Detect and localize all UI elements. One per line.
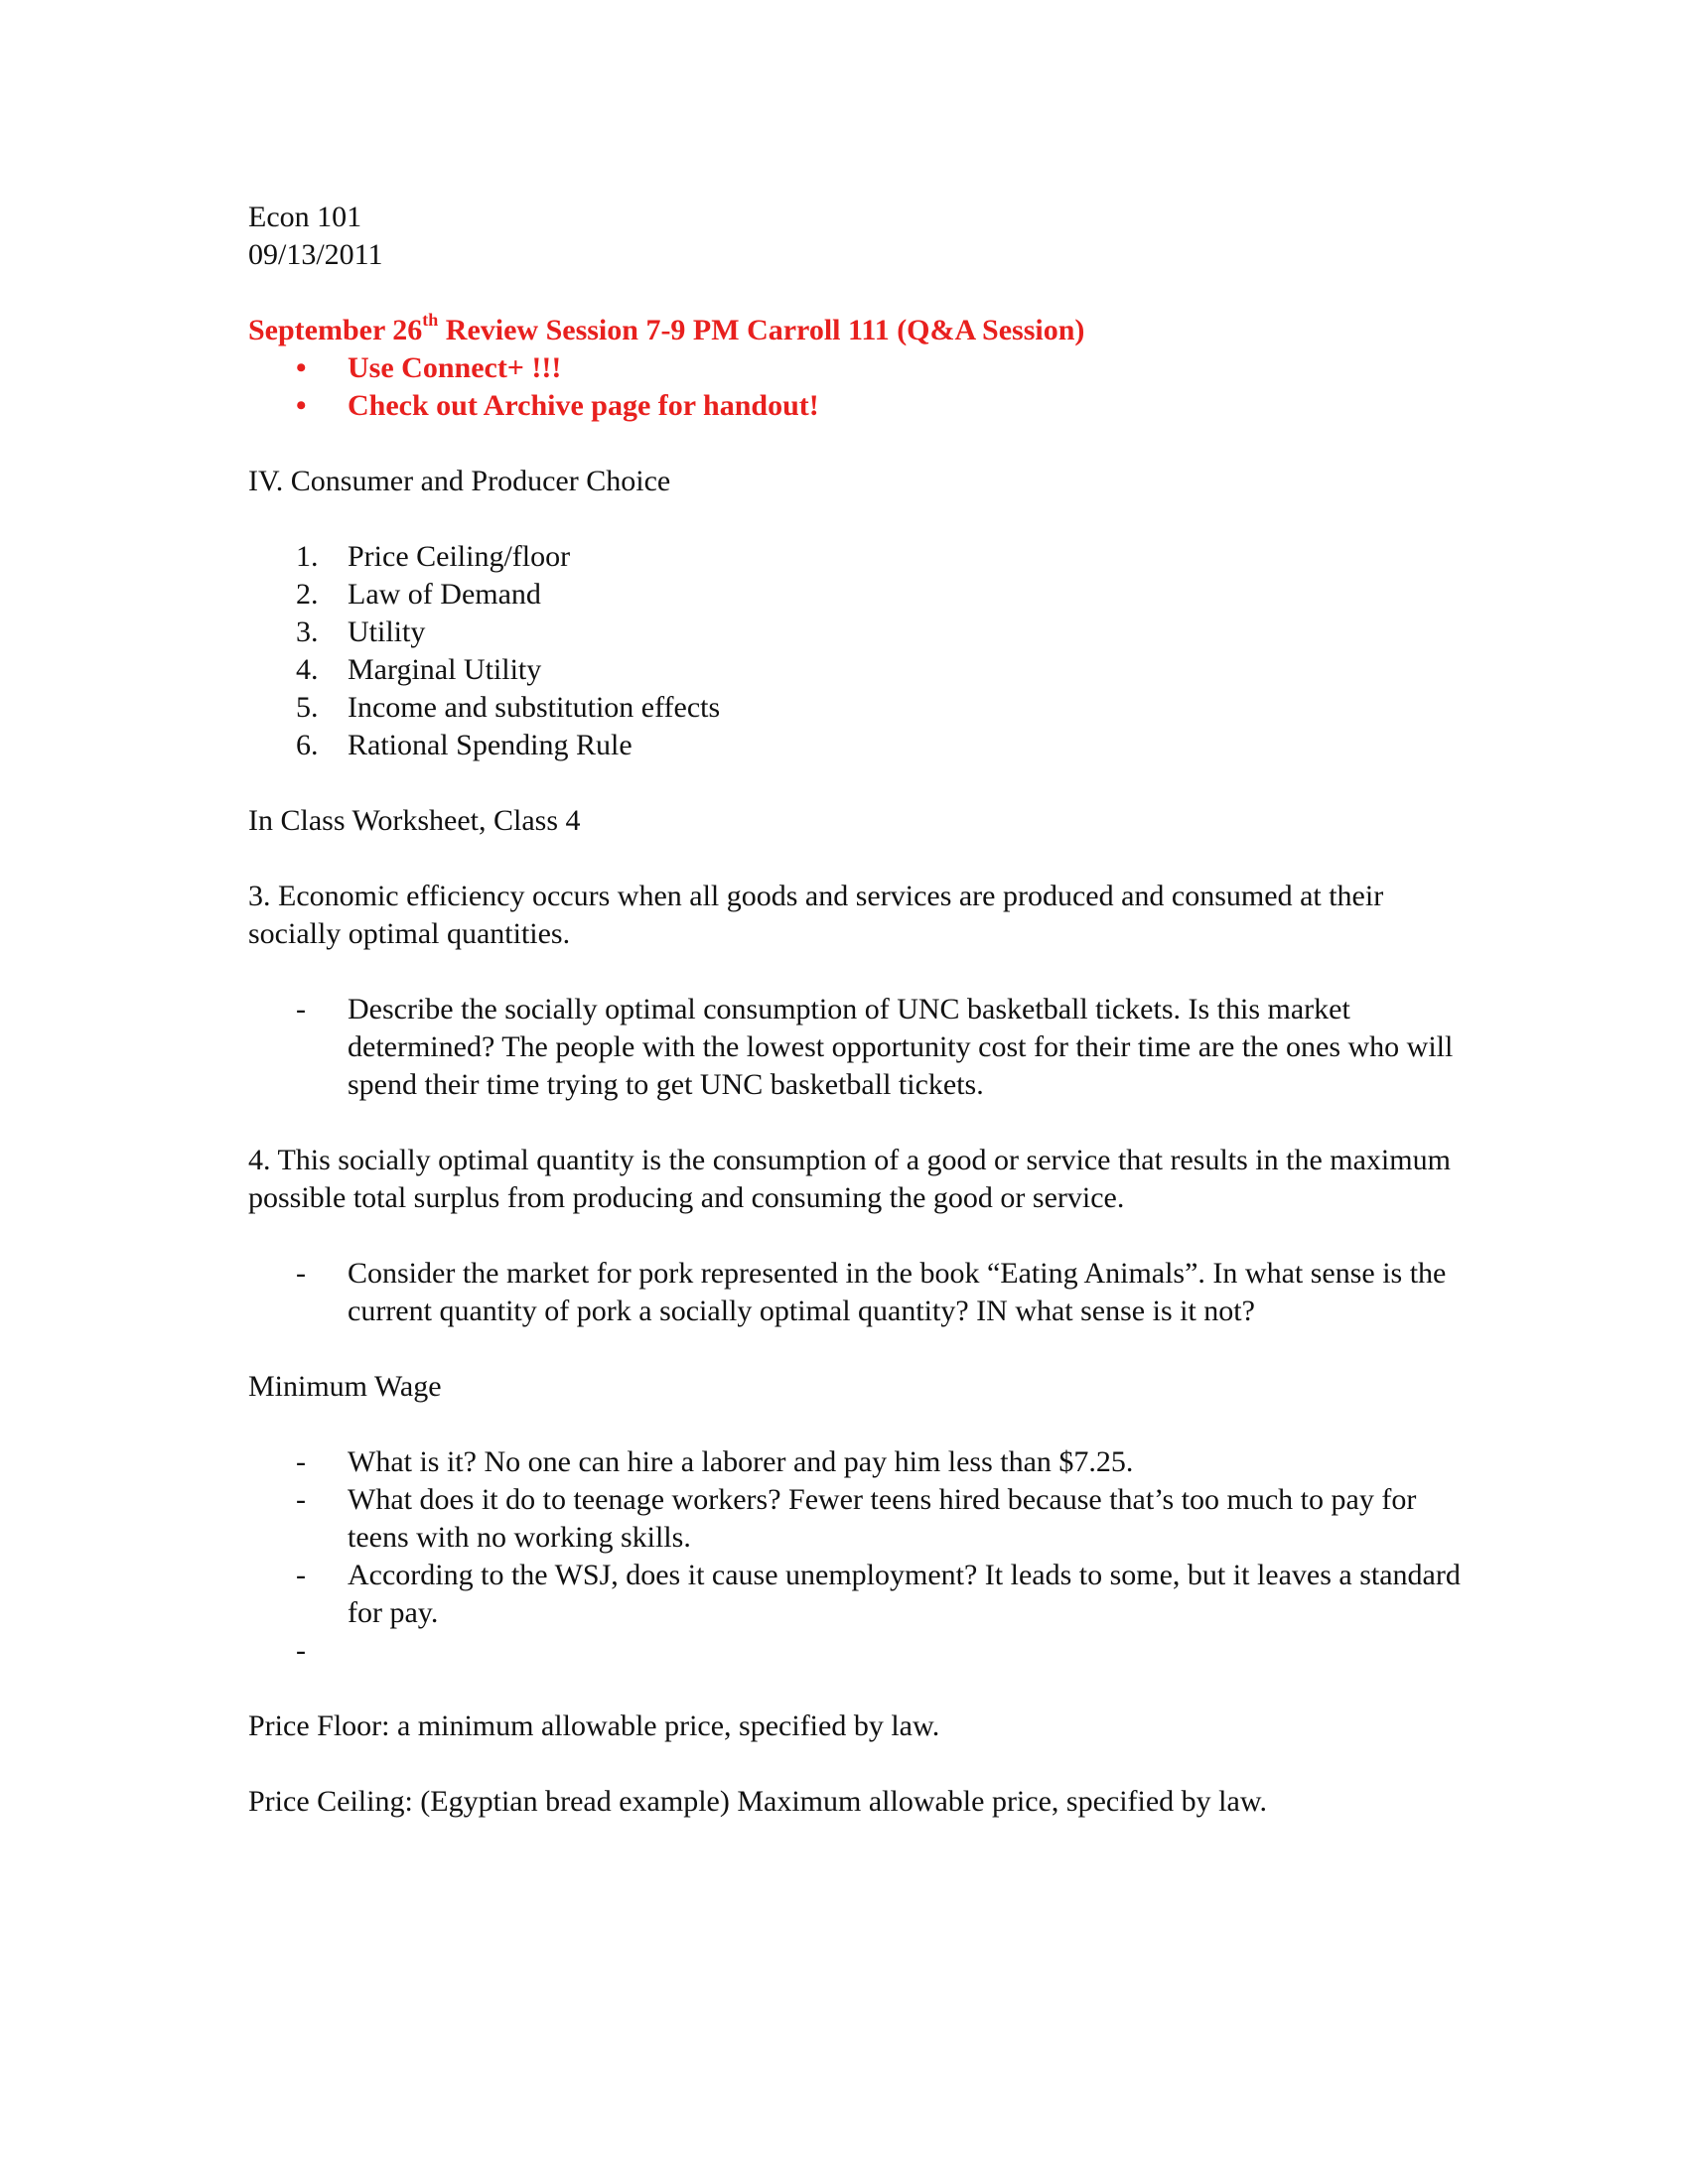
minimum-wage-heading: Minimum Wage: [248, 1370, 442, 1403]
answer-text: Describe the socially optimal consumption of UNC basketball tickets. Is this market determined? The people with the lowest opportunity cost for their time are the ones who will spend their time trying to get UNC basketball tickets.: [348, 993, 1454, 1101]
list-item-text: Law of Demand: [348, 578, 541, 611]
list-number: 6.: [296, 729, 319, 761]
list-item: [248, 576, 1479, 614]
list-number: 4.: [296, 653, 319, 686]
spacer: [248, 274, 1479, 312]
spacer: [248, 1670, 1479, 1707]
question-4: 4. This socially optimal quantity is the consumption of a good or service that results in the maximum possible total surplus from producing and consuming the good or service.: [248, 1144, 1451, 1214]
announcement-bullet: [248, 387, 1479, 425]
spacer: [248, 500, 1479, 538]
minimum-wage-item-text: [348, 1632, 1479, 1670]
spacer: [248, 1745, 1479, 1783]
list-item: [248, 651, 1479, 689]
price-floor-definition: Price Floor: a minimum allowable price, specified by law.: [248, 1709, 940, 1742]
section-heading: IV. Consumer and Producer Choice: [248, 465, 671, 497]
answer-text: Consider the market for pork represented in the book “Eating Animals”. In what sense is the current quantity of pork a socially optimal quantity? IN what sense is it not?: [348, 1257, 1447, 1327]
minimum-wage-item-text: What does it do to teenage workers? Fewer teens hired because that’s too much to pay for teens with no working skills.: [348, 1483, 1417, 1554]
announcement-date-suffix: th: [422, 310, 439, 330]
spacer: [248, 1217, 1479, 1255]
question-4-answer: [248, 1255, 1479, 1330]
minimum-wage-item: [248, 1632, 1479, 1670]
announcement-bullet-text: Use Connect+ !!!: [348, 351, 562, 384]
worksheet-heading: In Class Worksheet, Class 4: [248, 804, 581, 837]
announcement-details: Review Session 7-9 PM Carroll 111 (Q&A Session): [438, 314, 1085, 346]
spacer: [248, 1330, 1479, 1368]
announcement-date: September 26: [248, 314, 423, 346]
list-item-text: Rational Spending Rule: [348, 729, 633, 761]
minimum-wage-item-text: What is it? No one can hire a laborer and pay him less than $7.25.: [348, 1445, 1134, 1478]
minimum-wage-item-text: According to the WSJ, does it cause unemployment? It leads to some, but it leaves a standard for pay.: [348, 1559, 1461, 1629]
list-item: [248, 538, 1479, 576]
question-3: 3. Economic efficiency occurs when all goods and services are produced and consumed at their socially optimal quantities.: [248, 880, 1384, 950]
dash-marker: -: [296, 1634, 306, 1667]
bullet-icon: •: [296, 351, 307, 384]
list-item-text: Utility: [348, 615, 426, 648]
list-item: [248, 614, 1479, 651]
spacer: [248, 1406, 1479, 1443]
list-item-text: Income and substitution effects: [348, 691, 721, 724]
list-item: [248, 727, 1479, 764]
dash-marker: -: [296, 1257, 306, 1290]
question-3-answer: [248, 991, 1479, 1104]
list-number: 3.: [296, 615, 319, 648]
spacer: [248, 840, 1479, 878]
announcement-bullet-text: Check out Archive page for handout!: [348, 389, 819, 422]
list-number: 2.: [296, 578, 319, 611]
dash-marker: -: [296, 1445, 306, 1478]
list-item-text: Price Ceiling/floor: [348, 540, 571, 573]
list-number: 1.: [296, 540, 319, 573]
spacer: [248, 425, 1479, 463]
list-item: [248, 689, 1479, 727]
dash-marker: -: [296, 1483, 306, 1516]
announcement-bullet: [248, 349, 1479, 387]
spacer: [248, 1104, 1479, 1142]
dash-marker: -: [296, 993, 306, 1025]
bullet-icon: •: [296, 389, 307, 422]
document-page: [248, 199, 1479, 1821]
review-session-announcement: [248, 312, 1479, 349]
list-number: 5.: [296, 691, 319, 724]
lecture-date: 09/13/2011: [248, 238, 383, 271]
spacer: [248, 953, 1479, 991]
course-name: Econ 101: [248, 201, 362, 233]
dash-marker: -: [296, 1559, 306, 1591]
price-ceiling-definition: Price Ceiling: (Egyptian bread example) Maximum allowable price, specified by law.: [248, 1785, 1268, 1818]
minimum-wage-item: [248, 1557, 1479, 1632]
list-item-text: Marginal Utility: [348, 653, 542, 686]
spacer: [248, 764, 1479, 802]
minimum-wage-item: [248, 1481, 1479, 1557]
minimum-wage-item: [248, 1443, 1479, 1481]
